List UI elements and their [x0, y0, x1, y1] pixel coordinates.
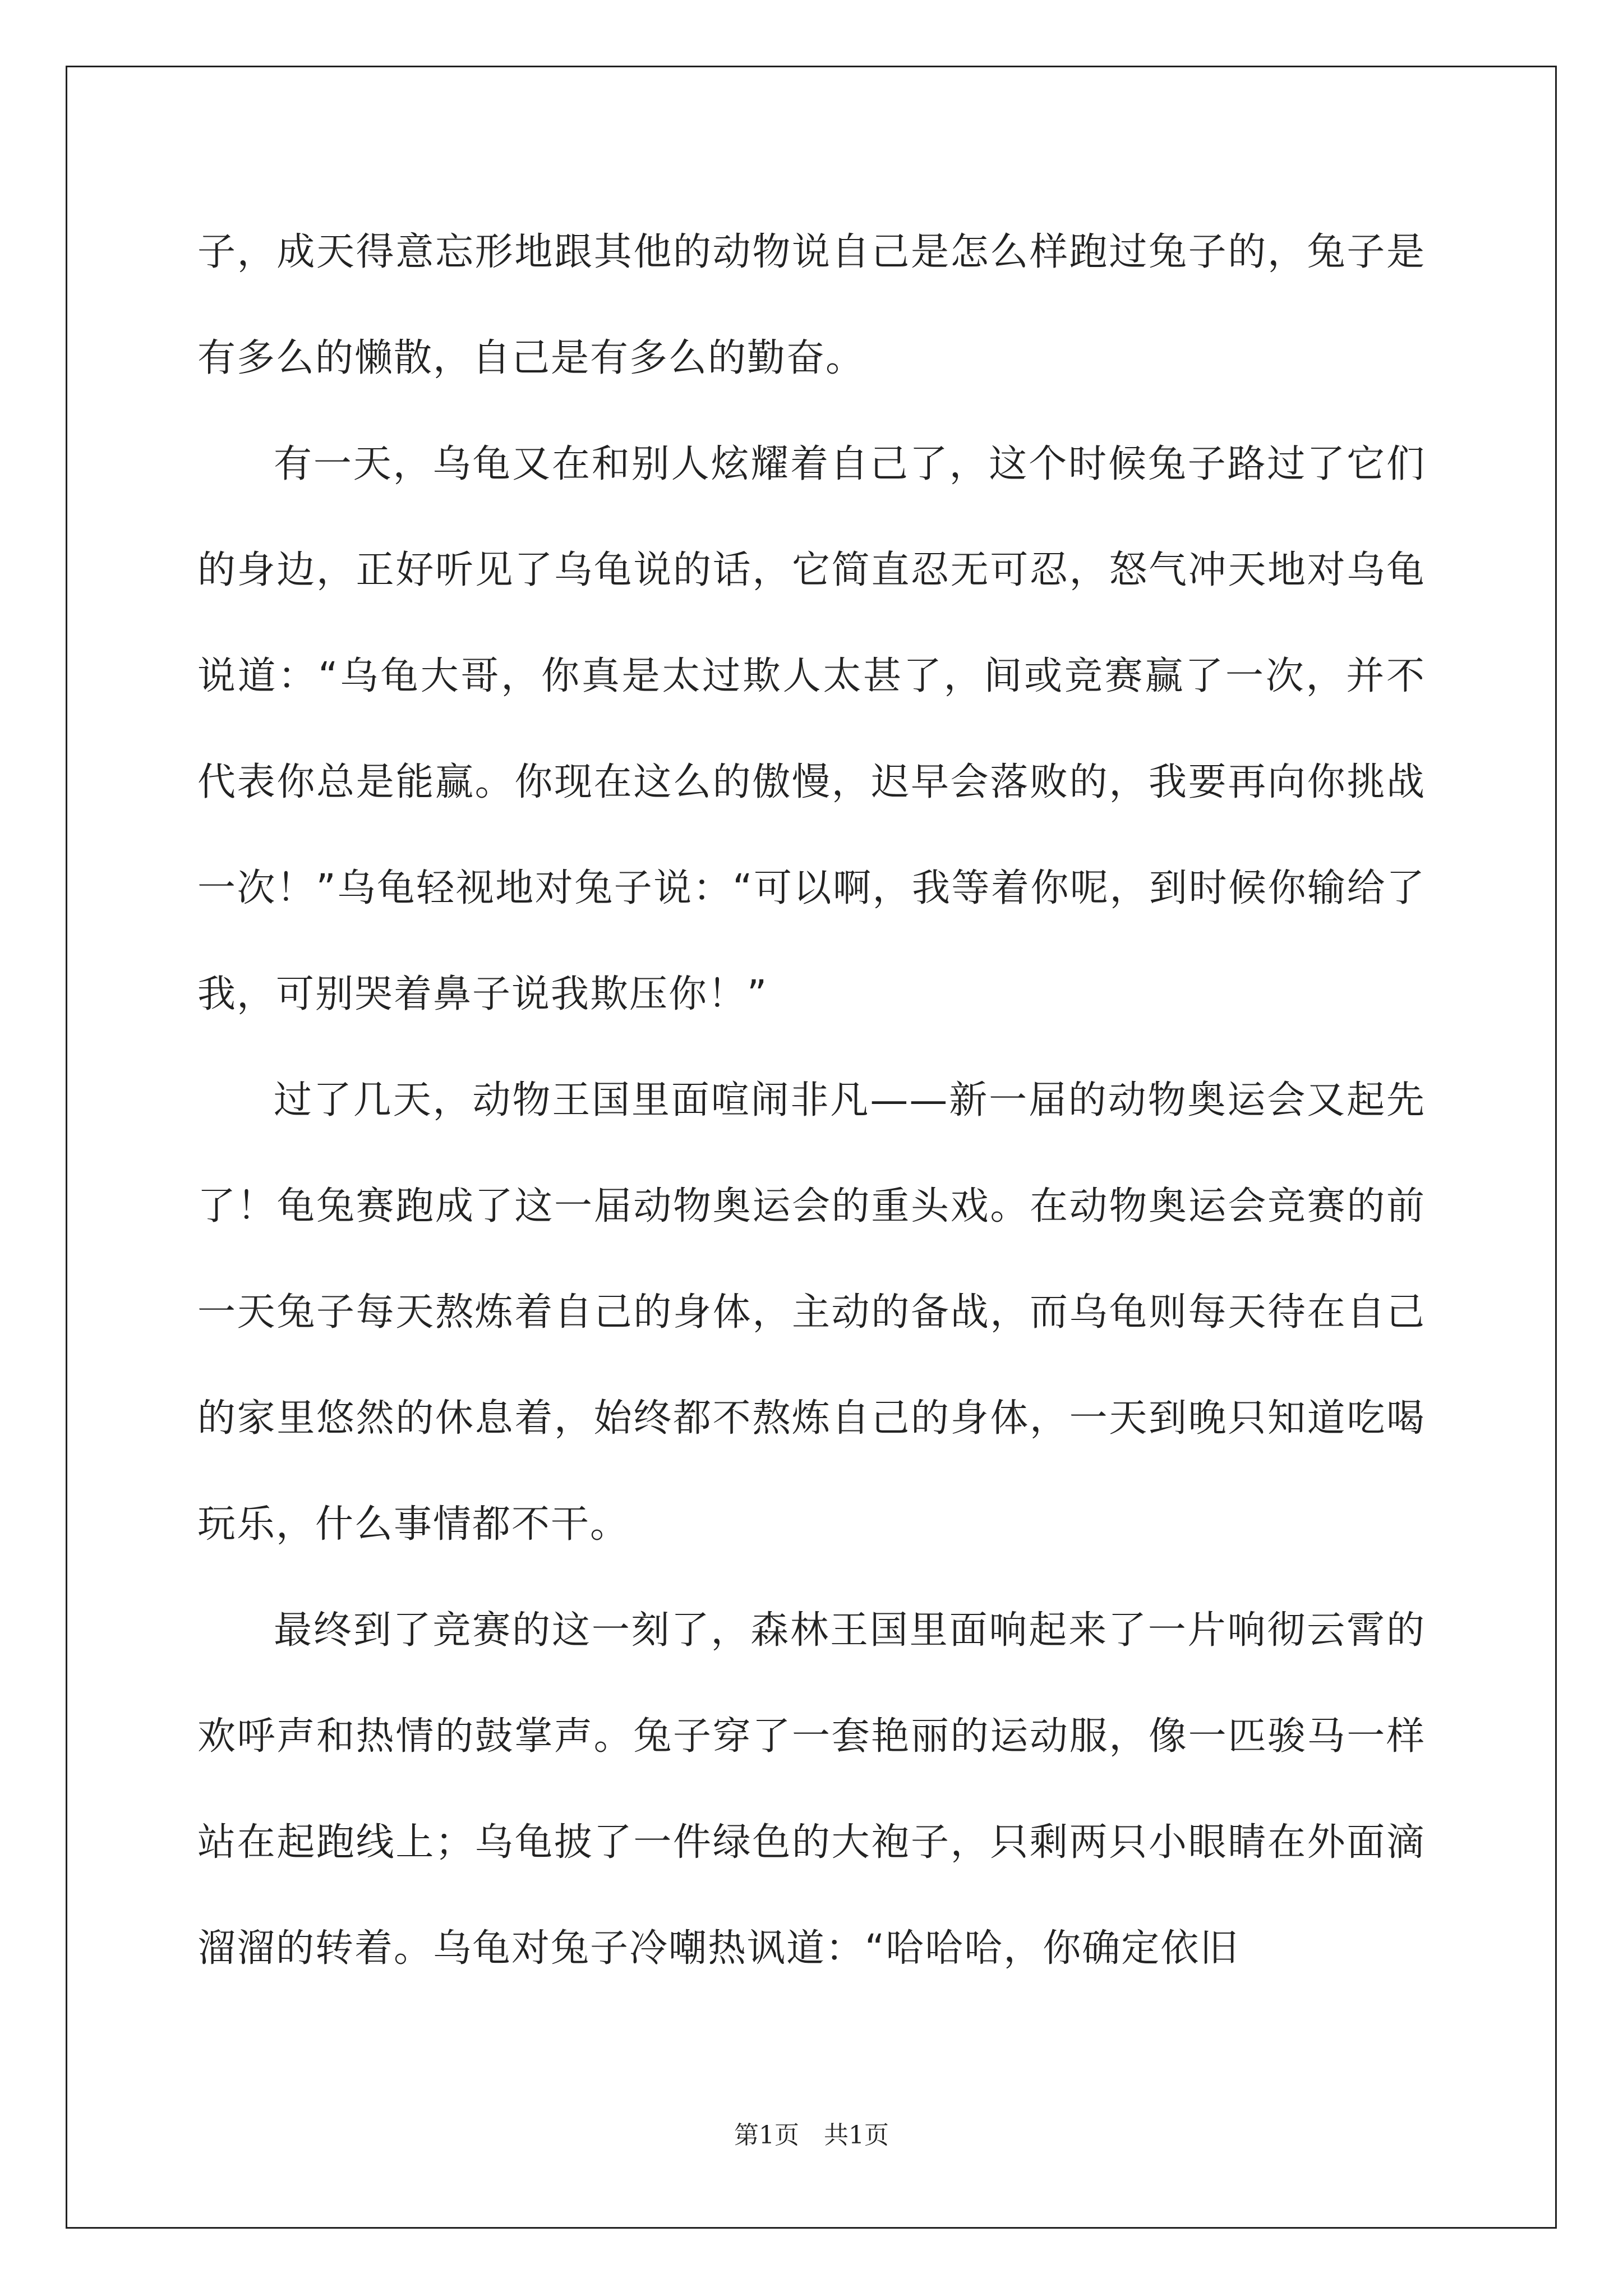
paragraph-1: 子，成天得意忘形地跟其他的动物说自己是怎么样跑过兔子的，兔子是有多么的懒散，自己是有多么的勤奋。: [197, 230, 1426, 380]
document-body: [197, 199, 1426, 2001]
paragraph-3: 过了几天，动物王国里面喧闹非凡——新一届的动物奥运会又起先了！龟兔赛跑成了这一届动物奥运会的重头戏。在动物奥运会竞赛的前一天兔子每天熬炼着自己的身体，主动的备战，而乌龟则每天待在自己的家里悠然的休息着，始终都不熬炼自己的身体，一天到晚只知道吃喝玩乐，什么事情都不干。: [197, 1078, 1426, 1547]
paragraph-4: 最终到了竞赛的这一刻了，森林王国里面响起来了一片响彻云霄的欢呼声和热情的鼓掌声。兔子穿了一套艳丽的运动服，像一匹骏马一样站在起跑线上；乌龟披了一件绿色的大袍子，只剩两只小眼睛在外面滴溜溜的转着。乌龟对兔子冷嘲热讽道：“哈哈哈，你确定依旧: [197, 1608, 1426, 1971]
paragraph-2: 有一天，乌龟又在和别人炫耀着自己了，这个时候兔子路过了它们的身边，正好听见了乌龟说的话，它简直忍无可忍，怒气冲天地对乌龟说道：“乌龟大哥，你真是太过欺人太甚了，间或竞赛赢了一次，并不代表你总是能赢。你现在这么的傲慢，迟早会落败的，我要再向你挑战一次！”乌龟轻视地对兔子说：“可以啊，我等着你呢，到时候你输给了我，可别哭着鼻子说我欺压你！”: [197, 442, 1426, 1016]
page-number-footer: 第1页 共1页: [734, 2121, 889, 2150]
